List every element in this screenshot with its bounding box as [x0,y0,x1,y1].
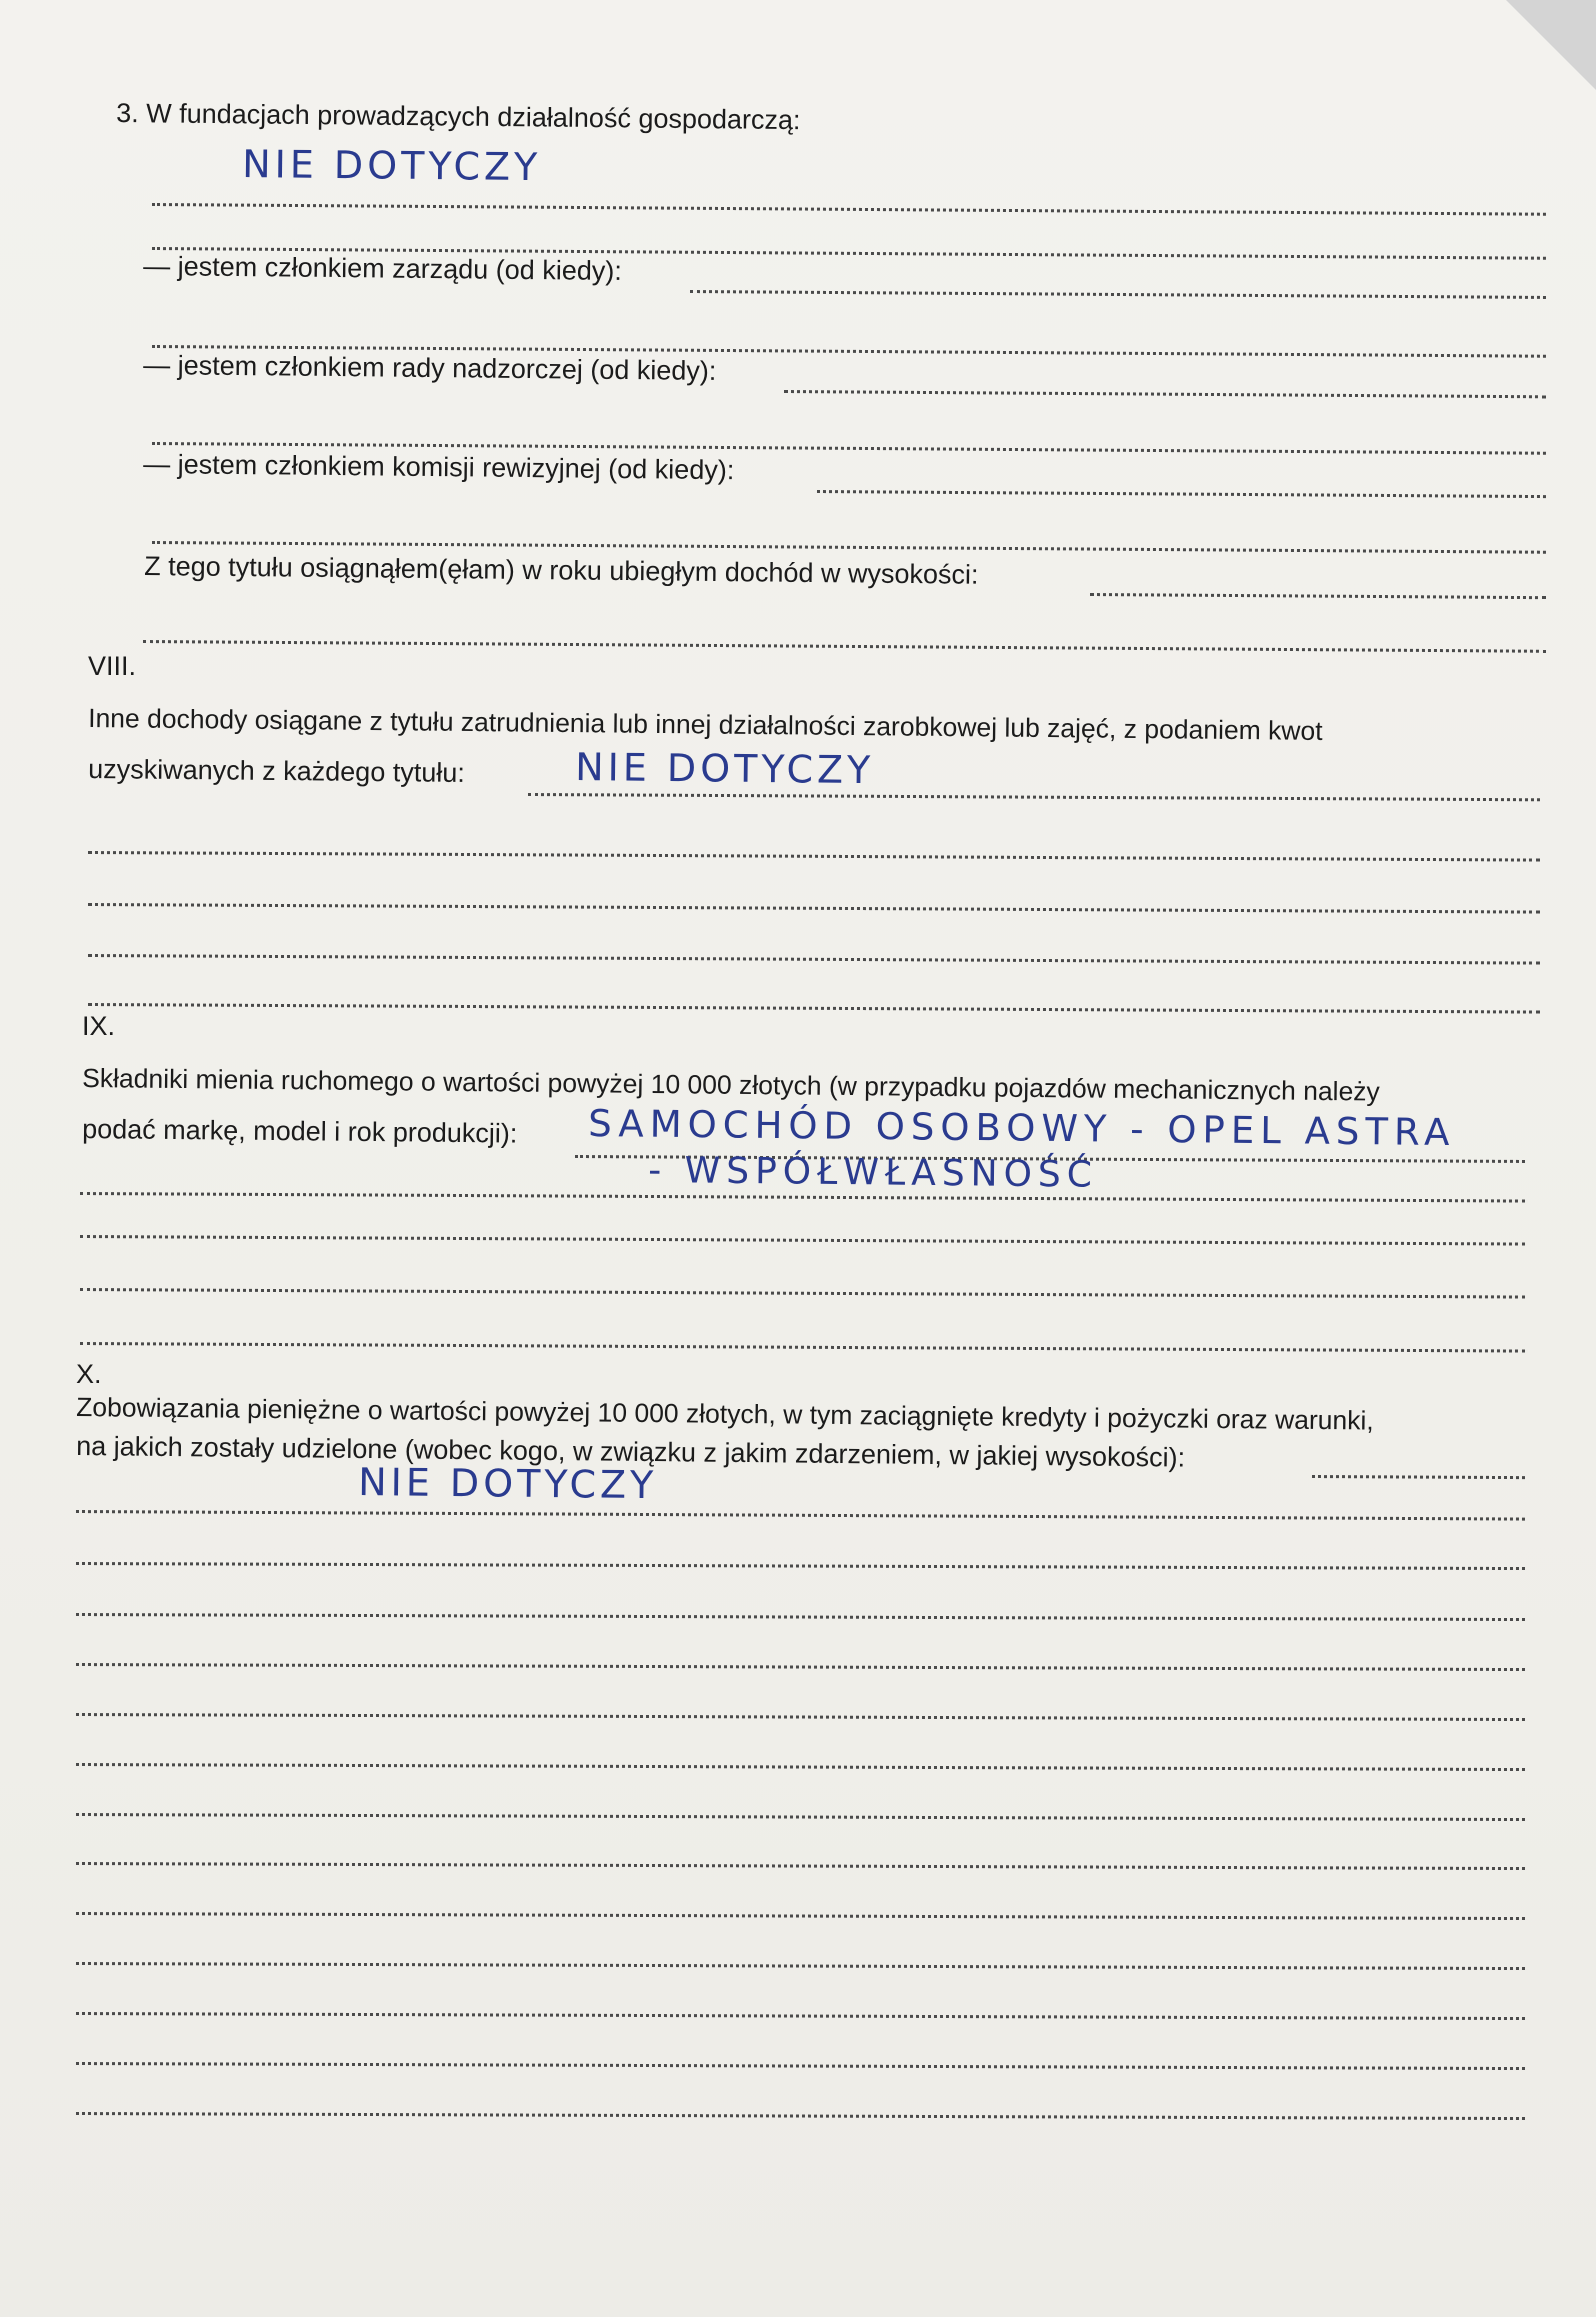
section9-answer-line-2: - WSPÓŁWŁASNOŚĆ [648,1150,1099,1196]
section9-text-line-2: podać markę, model i rok produkcji): [82,1114,518,1149]
section9-line-3[interactable] [80,1235,1525,1246]
section10-line-11[interactable] [76,2012,1525,2020]
section10-line-10[interactable] [76,1962,1525,1970]
section3-board-label: — jestem członkiem zarządu (od kiedy): [143,251,622,287]
section10-line-9[interactable] [76,1912,1525,1920]
section3-board-field[interactable] [690,290,1546,299]
section10-line-7[interactable] [76,1813,1525,1821]
section3-heading: 3. W fundacjach prowadzących działalność gospodarczą: [116,98,801,136]
section8-number: VIII. [88,651,137,681]
section3-answer: NIE DOTYCZY [242,142,542,190]
section10-line-1[interactable] [76,1510,1525,1521]
section8-line-3[interactable] [88,903,1540,914]
section10-answer: NIE DOTYCZY [358,1460,658,1508]
section10-line-4[interactable] [76,1663,1525,1671]
section9-answer-line-1: SAMOCHÓD OSOBOWY - OPEL ASTRA [588,1102,1456,1155]
section10-line-5[interactable] [76,1713,1525,1721]
section10-line-13[interactable] [76,2112,1525,2120]
section8-text-line-1: Inne dochody osiągane z tytułu zatrudnienia lub innej działalności zarobkowej lub zajęć, z podaniem kwot [88,703,1323,746]
section9-number: IX. [82,1011,116,1041]
section9-text-line-1: Składniki mienia ruchomego o wartości powyżej 10 000 złotych (w przypadku pojazdów mechanicznych należy [82,1063,1380,1107]
section3-audit-field[interactable] [817,490,1546,498]
section10-line-8[interactable] [76,1862,1525,1870]
section9-line-2[interactable] [80,1192,1525,1203]
section10-line-2[interactable] [76,1562,1525,1570]
section3-supervisory-field[interactable] [784,390,1546,398]
section3-income-line-2[interactable] [143,640,1546,653]
section8-text-line-2: uzyskiwanych z każdego tytułu: [88,754,465,788]
section9-line-4[interactable] [80,1288,1525,1299]
section10-field[interactable] [1312,1475,1525,1479]
section3-supervisory-label: — jestem członkiem rady nadzorczej (od kiedy): [143,350,717,387]
section10-line-12[interactable] [76,2062,1525,2070]
section3-audit-label: — jestem członkiem komisji rewizyjnej (od kiedy): [143,449,735,486]
section8-line-4[interactable] [88,954,1540,965]
section10-text-line-2: na jakich zostały udzielone (wobec kogo, w związku z jakim zdarzeniem, w jakiej wysokości): [76,1431,1186,1473]
section8-answer: NIE DOTYCZY [575,745,875,793]
folded-corner [1506,0,1596,90]
section8-line-2[interactable] [88,851,1540,862]
section10-text-line-1: Zobowiązania pieniężne o wartości powyżej 10 000 złotych, w tym zaciągnięte kredyty i pożyczki oraz warunki, [76,1392,1374,1436]
section8-field[interactable] [528,793,1540,801]
section10-line-3[interactable] [76,1613,1525,1621]
section10-number: X. [76,1359,102,1389]
section3-line-1[interactable] [152,203,1546,216]
section9-line-5[interactable] [80,1342,1525,1353]
section3-income-label: Z tego tytułu osiągnąłem(ęłam) w roku ubiegłym dochód w wysokości: [144,551,979,590]
section10-line-6[interactable] [76,1763,1525,1771]
section3-income-field[interactable] [1090,593,1546,599]
section8-line-5[interactable] [88,1003,1540,1014]
